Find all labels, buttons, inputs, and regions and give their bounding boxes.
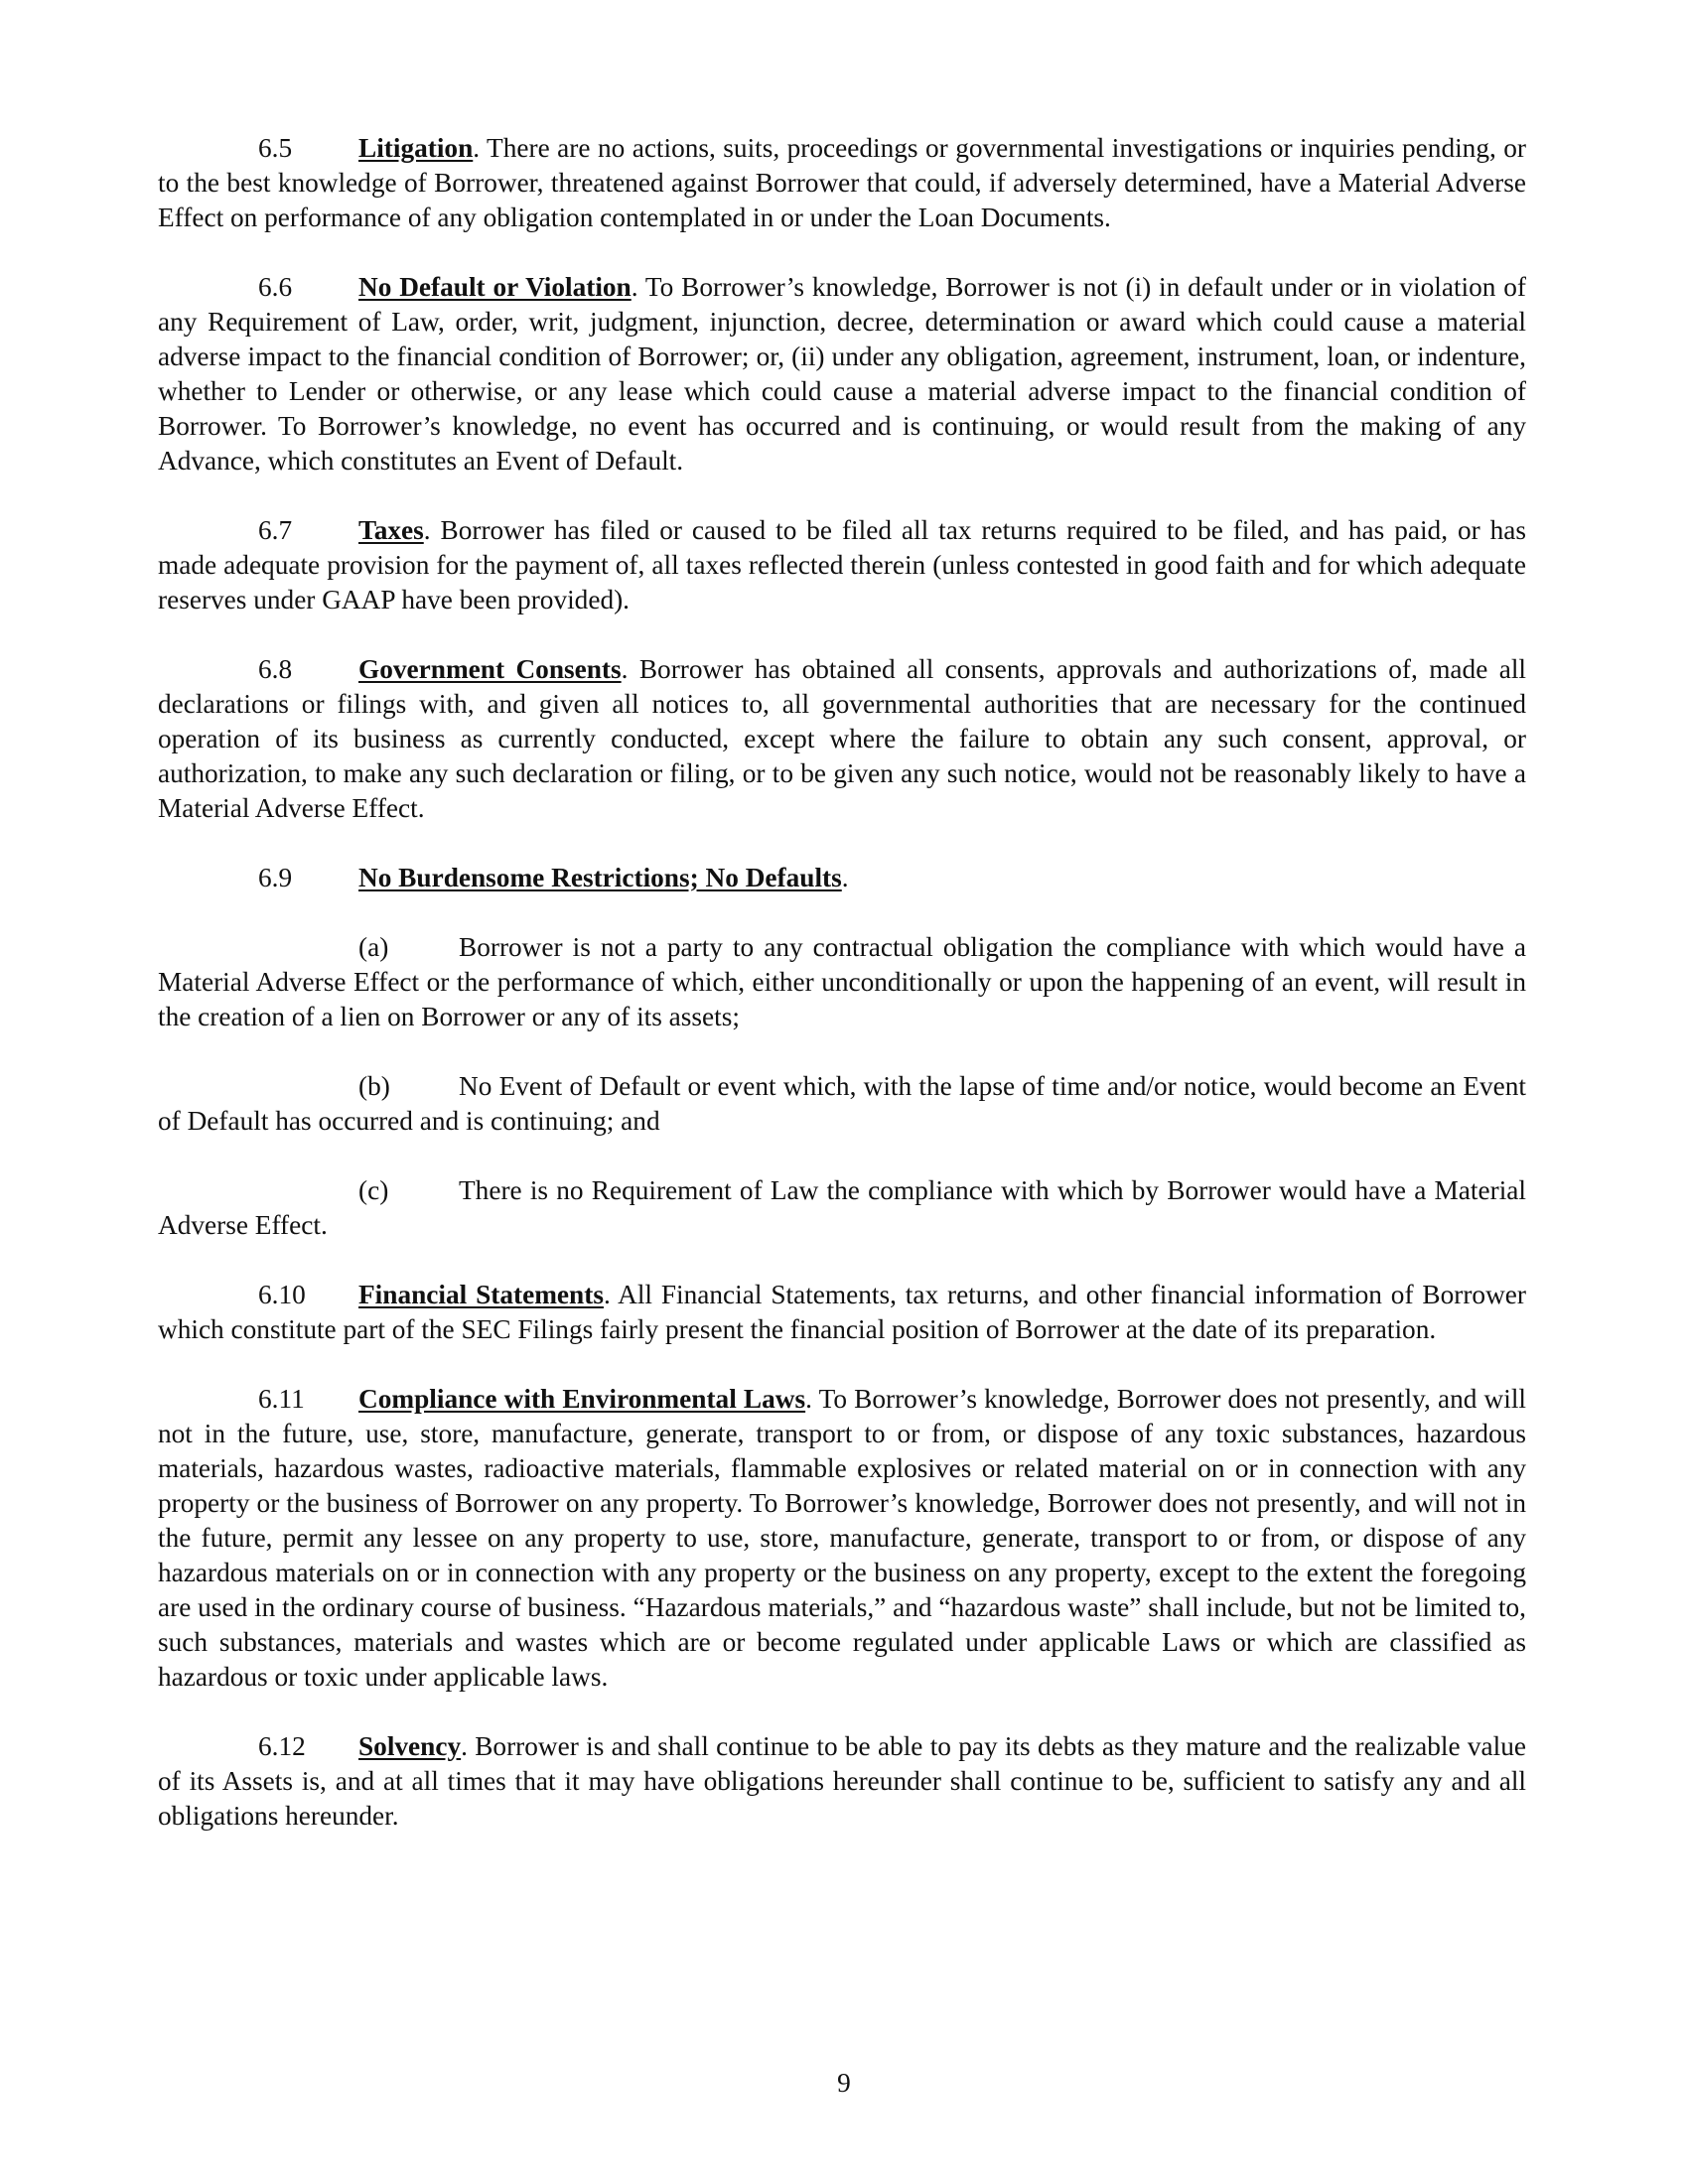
section-number: 6.9 [258, 863, 293, 892]
section-6-5 [158, 131, 1526, 235]
section-6-7 [158, 513, 1526, 617]
section-number: 6.12 [258, 1731, 306, 1761]
document-page [158, 131, 1526, 1868]
section-6-12 [158, 1729, 1526, 1834]
section-text: . To Borrower’s knowledge, Borrower does not presently, and will not in the future, use, store, manufacture, generate, transport to or from, or dispose of any toxic substances, hazardous materials, hazardous wastes, radioactive materials, flammable explosives or related material on or in connection with any property or the business of Borrower on any property. To Borrower’s knowledge, Borrower does not presently, and will not in the future, permit any lessee on any property to use, store, manufacture, generate, transport to or from, or dispose of any hazardous materials on or in connection with any property or the business on any property, except to the extent the foregoing are used in the ordinary course of business. “Hazardous materials,” and “hazardous waste” shall include, but not be limited to, such substances, materials and wastes which are or become regulated under applicable Laws or which are classified as hazardous or toxic under applicable laws. [158, 1384, 1526, 1692]
section-6-11 [158, 1382, 1526, 1695]
subsection-b [158, 1069, 1526, 1139]
section-heading: No Default or Violation [358, 272, 632, 302]
section-number: 6.7 [258, 515, 293, 545]
subsection-letter: (a) [358, 932, 389, 962]
subsection-text: There is no Requirement of Law the compliance with which by Borrower would have a Material Adverse Effect. [158, 1175, 1526, 1240]
subsection-text: Borrower is not a party to any contractual obligation the compliance with which would have a Material Adverse Effect or the performance of which, either unconditionally or upon the happening of an event, will result in the creation of a lien on Borrower or any of its assets; [158, 932, 1526, 1031]
section-number: 6.6 [258, 272, 293, 302]
section-heading: Government Consents [358, 654, 622, 684]
section-text: . Borrower has obtained all consents, approvals and authorizations of, made all declarations or filings with, and given all notices to, all governmental authorities that are necessary for the continued operation of its business as currently conducted, except where the failure to obtain any such consent, approval, or authorization, to make any such declaration or filing, or to be given any such notice, would not be reasonably likely to have a Material Adverse Effect. [158, 654, 1526, 823]
page-number: 9 [837, 2068, 851, 2098]
subsection-letter: (b) [358, 1071, 390, 1101]
section-6-8 [158, 652, 1526, 826]
section-number: 6.5 [258, 133, 293, 163]
section-heading: Financial Statements [358, 1280, 604, 1309]
section-text: . To Borrower’s knowledge, Borrower is not (i) in default under or in violation of any Requirement of Law, order, writ, judgment, injunction, decree, determination or award which could cause a material adverse impact to the financial condition of Borrower; or, (ii) under any obligation, agreement, instrument, loan, or indenture, whether to Lender or otherwise, or any lease which could cause a material adverse impact to the financial condition of Borrower. To Borrower’s knowledge, no event has occurred and is continuing, or would result from the making of any Advance, which constitutes an Event of Default. [158, 272, 1526, 476]
section-text: . All Financial Statements, tax returns, and other financial information of Borrower which constitute part of the SEC Filings fairly present the financial position of Borrower at the date of its preparation. [158, 1280, 1527, 1344]
section-6-6 [158, 270, 1526, 478]
section-text: . There are no actions, suits, proceedings or governmental investigations or inquiries pending, or to the best knowledge of Borrower, threatened against Borrower that could, if adversely determined, have a Material Adverse Effect on performance of any obligation contemplated in or under the Loan Documents. [158, 133, 1526, 232]
subsection-text: No Event of Default or event which, with the lapse of time and/or notice, would become an Event of Default has occurred and is continuing; and [158, 1071, 1526, 1136]
section-heading: Compliance with Environmental Laws [358, 1384, 806, 1414]
section-heading: Solvency [358, 1731, 462, 1761]
section-number: 6.11 [258, 1384, 305, 1414]
subsection-a [158, 930, 1526, 1034]
section-heading: No Burdensome Restrictions; No Defaults [358, 863, 842, 892]
section-6-9 [158, 861, 1526, 895]
section-heading: Litigation [358, 133, 474, 163]
section-text: . Borrower is and shall continue to be able to pay its debts as they mature and the realizable value of its Assets is, and at all times that it may have obligations hereunder shall continue to be, sufficient to satisfy any and all obligations hereunder. [158, 1731, 1526, 1831]
section-text: . Borrower has filed or caused to be filed all tax returns required to be filed, and has paid, or has made adequate provision for the payment of, all taxes reflected therein (unless contested in good faith and for which adequate reserves under GAAP have been provided). [158, 515, 1526, 614]
section-number: 6.10 [258, 1280, 306, 1309]
section-heading: Taxes [358, 515, 424, 545]
subsection-c [158, 1173, 1526, 1243]
section-text: . [841, 863, 849, 892]
section-number: 6.8 [258, 654, 293, 684]
section-6-10 [158, 1278, 1526, 1347]
subsection-letter: (c) [358, 1175, 389, 1205]
